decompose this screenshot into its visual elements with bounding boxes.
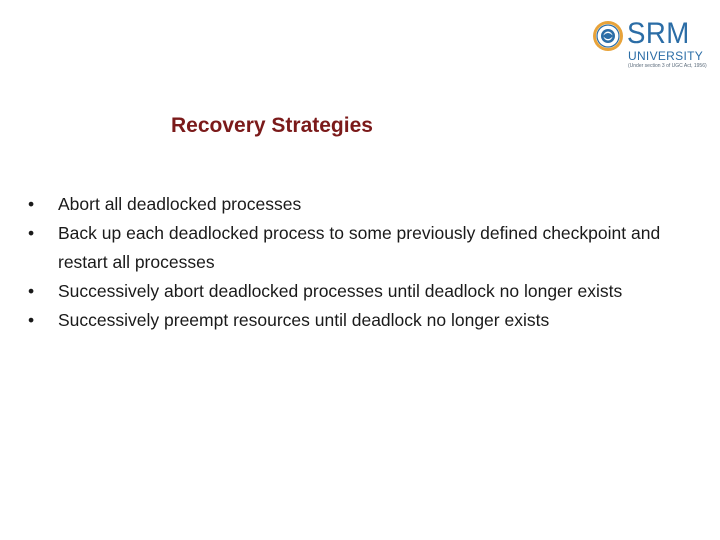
bullet-text: Back up each deadlocked process to some previously defined checkpoint and restart all processes bbox=[58, 223, 661, 272]
bullet-text: Abort all deadlocked processes bbox=[58, 194, 302, 214]
bullet-dot-icon: • bbox=[28, 223, 35, 243]
bullet-item bbox=[28, 277, 688, 306]
bullet-item bbox=[28, 190, 688, 219]
bullet-dot-icon: • bbox=[28, 281, 35, 301]
university-seal-icon bbox=[592, 20, 624, 52]
logo-tagline: (Under section 3 of UGC Act, 1956) bbox=[628, 63, 707, 69]
bullet-list bbox=[28, 190, 688, 335]
bullet-text: Successively preempt resources until deadlock no longer exists bbox=[58, 310, 550, 330]
logo-name: SRM bbox=[627, 17, 690, 50]
bullet-text: Successively abort deadlocked processes until deadlock no longer exists bbox=[58, 281, 623, 301]
bullet-dot-icon: • bbox=[28, 310, 35, 330]
bullet-dot-icon: • bbox=[28, 194, 35, 214]
university-logo bbox=[592, 17, 707, 74]
slide-title: Recovery Strategies bbox=[171, 114, 373, 137]
bullet-item bbox=[28, 219, 688, 277]
logo-subtitle: UNIVERSITY bbox=[628, 49, 704, 63]
bullet-item bbox=[28, 306, 688, 335]
